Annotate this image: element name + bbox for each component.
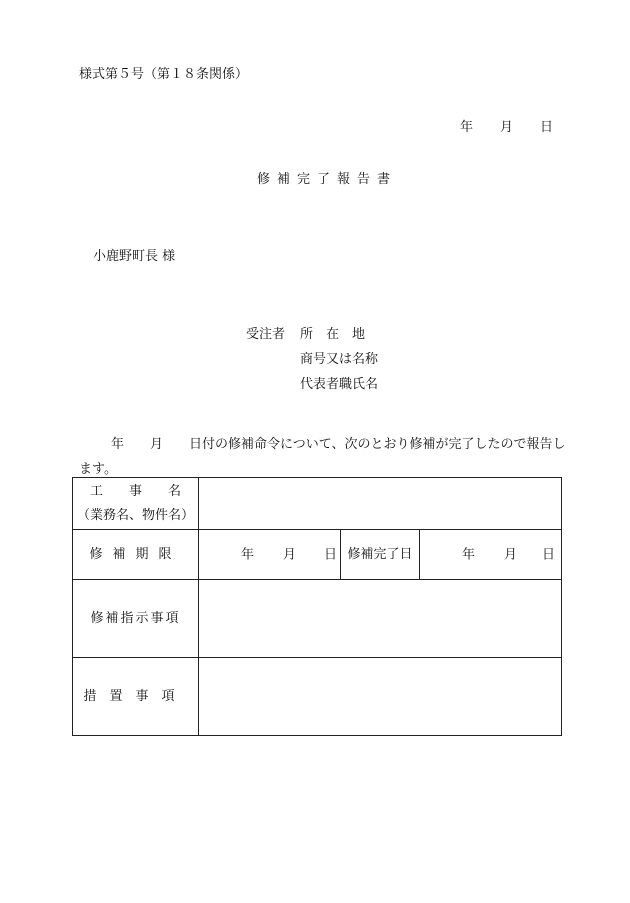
form-number: 様式第５号（第１８条関係）: [79, 67, 249, 82]
repair-instruction-value[interactable]: [199, 580, 562, 658]
work-name-label: 工 事 名: [89, 483, 181, 499]
repair-period-row: [73, 530, 562, 580]
date-day-label: 日: [540, 120, 554, 135]
completion-month-label: 月: [504, 547, 518, 562]
repair-deadline-label: 修補期限: [73, 530, 199, 580]
contractor-address-label: 所 在 地: [300, 327, 366, 342]
contractor-label: 受注者: [246, 327, 286, 342]
repair-instruction-row: [73, 580, 562, 658]
measures-row: [73, 658, 562, 736]
measures-value[interactable]: [199, 658, 562, 736]
completion-date-value[interactable]: [420, 530, 562, 580]
report-body-text: 年 月 日付の修補命令について、次のとおり修補が完了したので報告します。: [79, 437, 566, 477]
submission-date: [460, 121, 553, 134]
report-table: [72, 477, 562, 736]
completion-year-label: 年: [462, 547, 476, 562]
deadline-month-label: 月: [283, 547, 297, 562]
date-year-label: 年: [460, 120, 474, 135]
repair-deadline-value[interactable]: [199, 530, 341, 580]
work-name-sublabel: （業務名、物件名）: [76, 507, 194, 523]
deadline-year-label: 年: [241, 547, 255, 562]
work-name-label-cell: [73, 478, 199, 530]
date-month-label: 月: [500, 120, 514, 135]
deadline-day-label: 日: [324, 547, 338, 562]
completion-day-label: 日: [542, 547, 556, 562]
work-name-row: [73, 478, 562, 530]
addressee: 小鹿野町長 様: [93, 249, 176, 264]
completion-date-label: 修補完了日: [341, 530, 420, 580]
contractor-name-label: 商号又は名称: [300, 352, 379, 367]
document-title: 修補完了報告書: [257, 172, 398, 187]
work-name-value[interactable]: [199, 478, 562, 530]
contractor-representative-label: 代表者職氏名: [300, 377, 379, 392]
measures-label: 措置事項: [73, 658, 199, 736]
contractor-block: [246, 328, 446, 398]
repair-instruction-label: 修補指示事項: [73, 580, 199, 658]
